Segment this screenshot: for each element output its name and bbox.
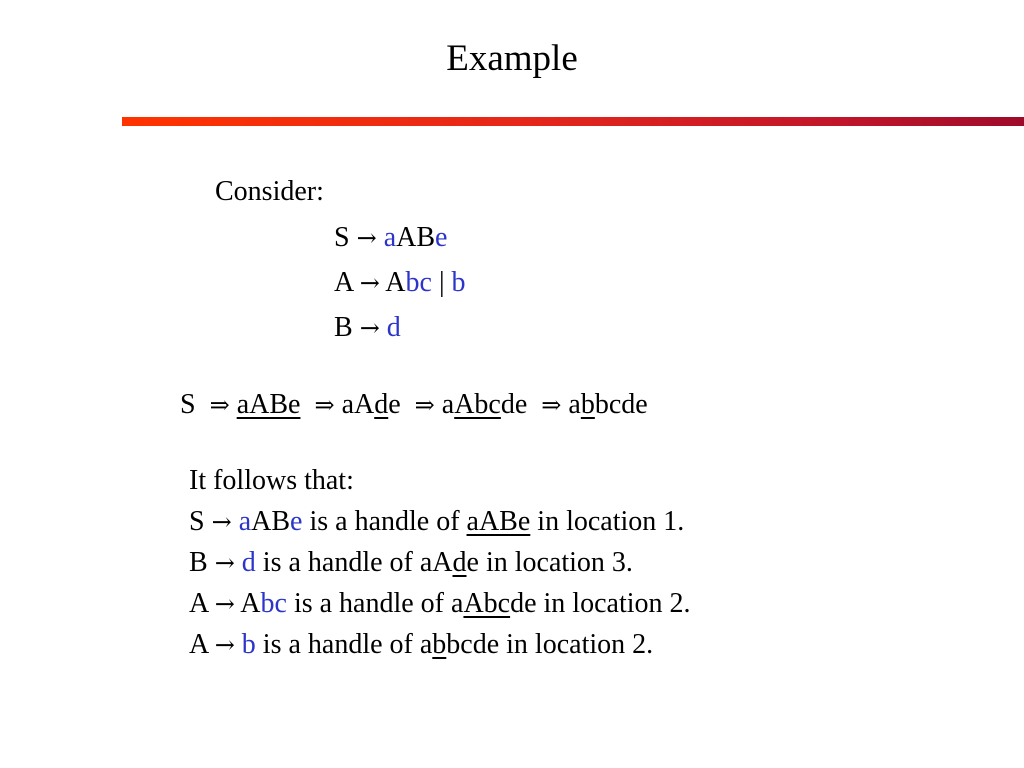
- handle-underline: aABe: [466, 506, 531, 537]
- grammar-rule-b: [334, 311, 401, 345]
- terminal: a: [238, 506, 252, 537]
- title-divider-rule: [122, 117, 1024, 126]
- statement-text: is a handle of: [262, 547, 413, 578]
- handle-underline: d: [452, 547, 467, 578]
- statement-text: is a handle of: [262, 629, 413, 660]
- grammar-rule-a: [334, 266, 466, 300]
- rule-lhs: S: [334, 222, 350, 253]
- start-symbol: S: [180, 389, 196, 420]
- sentential-text: bcde: [594, 389, 648, 420]
- nonterminal: AB: [396, 222, 436, 253]
- rule-lhs: A: [334, 267, 353, 298]
- derive-arrow-icon: ⇒: [541, 391, 562, 419]
- sentential-text: e: [388, 389, 401, 420]
- location-text: in location 2.: [543, 588, 691, 619]
- location-text: in location 3.: [485, 547, 633, 578]
- handle-underline: b: [580, 389, 595, 420]
- statement-text: is a handle of: [293, 588, 444, 619]
- rule-lhs: A: [189, 629, 208, 660]
- arrow-icon: →: [214, 631, 235, 659]
- handle-underline: d: [374, 389, 389, 420]
- slide-title: Example: [446, 38, 578, 79]
- handle-underline: b: [432, 629, 447, 660]
- arrow-icon: →: [359, 314, 380, 342]
- terminal: b: [241, 629, 256, 660]
- statement-text: is a handle of: [309, 506, 460, 537]
- derivation-line: [180, 388, 648, 422]
- sentential-text: de: [500, 389, 528, 420]
- terminal: b: [451, 267, 466, 298]
- handle-underline: Abc: [463, 588, 511, 619]
- arrow-icon: →: [211, 508, 232, 536]
- terminal: e: [290, 506, 303, 537]
- sentential-text: bcde: [446, 629, 500, 660]
- sentential-text: de: [510, 588, 537, 619]
- location-text: in location 1.: [537, 506, 685, 537]
- derive-arrow-icon: ⇒: [209, 391, 230, 419]
- sentential-text: aA: [341, 389, 375, 420]
- nonterminal: A: [385, 267, 406, 298]
- handles-intro: It follows that:: [189, 465, 354, 496]
- handle-statement-2: [189, 546, 633, 580]
- rule-lhs: S: [189, 506, 205, 537]
- sentential-text: a: [451, 588, 464, 619]
- handle-underline: aABe: [236, 389, 301, 420]
- rule-lhs: B: [189, 547, 208, 578]
- derive-arrow-icon: ⇒: [314, 391, 335, 419]
- sentential-text: a: [441, 389, 455, 420]
- sentential-text: aA: [419, 547, 453, 578]
- sentential-text: a: [568, 389, 581, 420]
- arrow-icon: →: [214, 590, 235, 618]
- alternative-bar: |: [438, 267, 445, 298]
- sentential-text: a: [419, 629, 433, 660]
- rule-lhs: A: [189, 588, 208, 619]
- terminal: e: [435, 222, 448, 253]
- location-text: in location 2.: [506, 629, 654, 660]
- arrow-icon: →: [359, 269, 380, 297]
- terminal: bc: [405, 267, 432, 298]
- arrow-icon: →: [356, 224, 377, 252]
- arrow-icon: →: [214, 549, 235, 577]
- terminal: a: [383, 222, 397, 253]
- terminal: d: [241, 547, 256, 578]
- grammar-intro: Consider:: [215, 176, 324, 207]
- handle-statement-3: [189, 587, 691, 621]
- handle-statement-1: [189, 505, 684, 539]
- terminal: d: [386, 312, 401, 343]
- sentential-text: e: [466, 547, 479, 578]
- handle-underline: Abc: [454, 389, 501, 420]
- terminal: bc: [260, 588, 287, 619]
- rule-lhs: B: [334, 312, 353, 343]
- grammar-rule-s: [334, 221, 447, 255]
- handle-statement-4: [189, 628, 653, 662]
- derive-arrow-icon: ⇒: [414, 391, 435, 419]
- nonterminal: A: [240, 588, 261, 619]
- nonterminal: AB: [251, 506, 291, 537]
